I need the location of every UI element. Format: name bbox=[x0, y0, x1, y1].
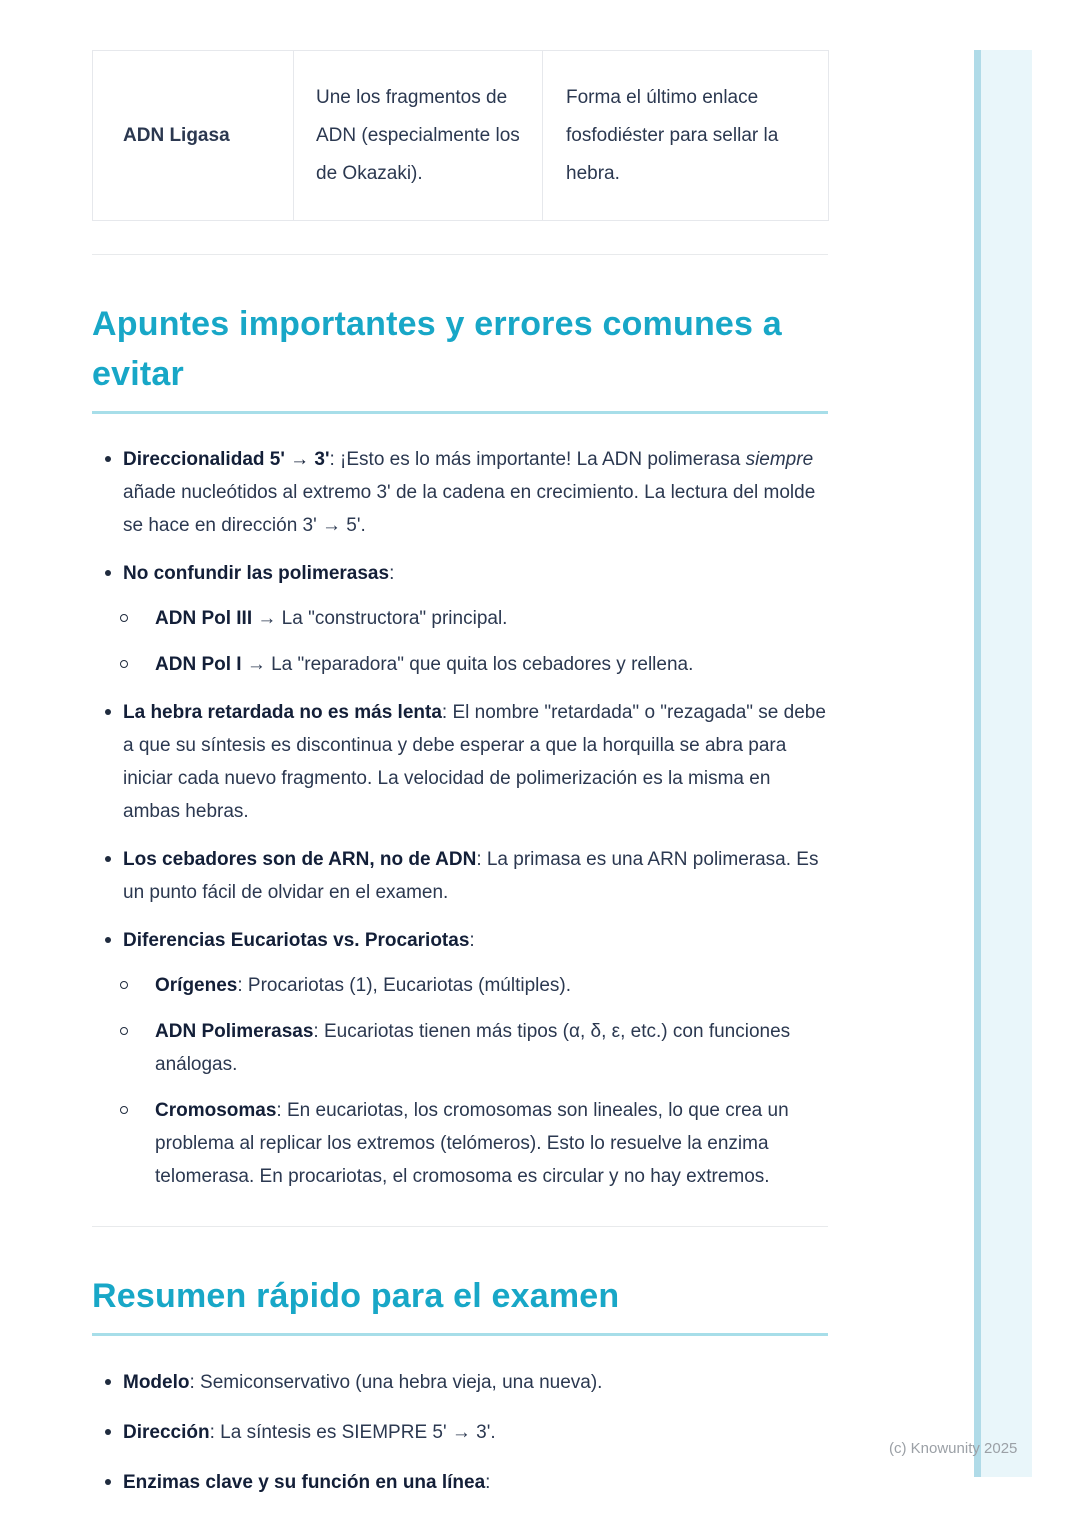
item-text: : La síntesis es SIEMPRE 5' → 3'. bbox=[209, 1422, 496, 1443]
section-divider bbox=[92, 1226, 828, 1227]
list-item bbox=[92, 557, 828, 681]
item-text: → La "constructora" principal. bbox=[252, 608, 508, 629]
list-item bbox=[92, 1466, 828, 1499]
item-lead: Cromosomas bbox=[155, 1100, 277, 1121]
item-text: : Eucariotas tienen más tipos (α, δ, ε, etc.) con funciones análogas. bbox=[155, 1021, 791, 1075]
item-lead: Direccionalidad 5' → 3' bbox=[123, 449, 330, 470]
section-title-apuntes: Apuntes importantes y errores comunes a evitar bbox=[92, 305, 782, 393]
enzyme-name-cell: ADN Ligasa bbox=[93, 51, 294, 221]
item-lead: ADN Pol I bbox=[155, 654, 242, 675]
item-lead: Modelo bbox=[123, 1372, 190, 1393]
item-lead: Diferencias Eucariotas vs. Procariotas bbox=[123, 930, 470, 951]
item-lead: La hebra retardada no es más lenta bbox=[123, 702, 442, 723]
item-italic: siempre bbox=[745, 449, 814, 470]
item-lead: Dirección bbox=[123, 1422, 210, 1443]
item-text: : ¡Esto es lo más importante! La ADN polimerasa bbox=[329, 449, 746, 470]
title-underline bbox=[92, 411, 828, 414]
section-title-resumen: Resumen rápido para el examen bbox=[92, 1277, 620, 1315]
item-text: : bbox=[469, 930, 475, 951]
item-text: añade nucleótidos al extremo 3' de la cadena en crecimiento. La lectura del molde se hace en dirección 3' → 5'. bbox=[123, 482, 816, 536]
right-accent-bar bbox=[974, 50, 1032, 1477]
section-divider bbox=[92, 254, 828, 255]
copyright-watermark: (c) Knowunity 2025 bbox=[889, 1440, 1018, 1457]
item-text: : El nombre "retardada" o "rezagada" se debe a que su síntesis es discontinua y debe esperar a que la horquilla se abra para iniciar cada nuevo fragmento. La velocidad de polimerización es la misma en ambas hebras. bbox=[123, 702, 826, 822]
enzyme-detail-cell: Forma el último enlace fosfodiéster para sellar la hebra. bbox=[543, 51, 829, 221]
list-item bbox=[92, 1416, 828, 1449]
item-text: : bbox=[485, 1472, 491, 1493]
list-item bbox=[92, 443, 828, 542]
sub-list-item bbox=[123, 969, 828, 1002]
item-text: → La "reparadora" que quita los cebadores y rellena. bbox=[241, 654, 694, 675]
item-lead: ADN Pol III bbox=[155, 608, 253, 629]
content-column bbox=[92, 0, 828, 1516]
sub-list-item bbox=[123, 1094, 828, 1193]
sub-list-item bbox=[123, 602, 828, 635]
item-lead: No confundir las polimerasas bbox=[123, 563, 390, 584]
list-item bbox=[92, 1366, 828, 1399]
enzyme-table bbox=[92, 50, 829, 221]
notes-list bbox=[92, 443, 828, 1193]
item-text: : La primasa es una ARN polimerasa. Es un punto fácil de olvidar en el examen. bbox=[123, 849, 819, 903]
item-text: : Procariotas (1), Eucariotas (múltiples). bbox=[237, 975, 572, 996]
item-text: : bbox=[389, 563, 395, 584]
item-lead: Enzimas clave y su función en una línea bbox=[123, 1472, 486, 1493]
item-text: : Semiconservativo (una hebra vieja, una nueva). bbox=[189, 1372, 603, 1393]
sub-list bbox=[123, 969, 828, 1193]
list-item bbox=[92, 696, 828, 828]
table-row bbox=[93, 51, 829, 221]
title-underline bbox=[92, 1333, 828, 1336]
item-lead: ADN Polimerasas bbox=[155, 1021, 314, 1042]
item-lead: Orígenes bbox=[155, 975, 238, 996]
sub-list-item bbox=[123, 648, 828, 681]
item-lead: Los cebadores son de ARN, no de ADN bbox=[123, 849, 477, 870]
summary-list bbox=[92, 1366, 828, 1499]
enzyme-function-cell: Une los fragmentos de ADN (especialmente los de Okazaki). bbox=[294, 51, 543, 221]
list-item bbox=[92, 924, 828, 1193]
sub-list-item bbox=[123, 1015, 828, 1081]
sub-list bbox=[123, 602, 828, 681]
item-text: : En eucariotas, los cromosomas son lineales, lo que crea un problema al replicar los extremos (telómeros). Esto lo resuelve la enzima telomerasa. En procariotas, el cromosoma es circular y no hay extremos. bbox=[155, 1100, 789, 1187]
list-item bbox=[92, 843, 828, 909]
